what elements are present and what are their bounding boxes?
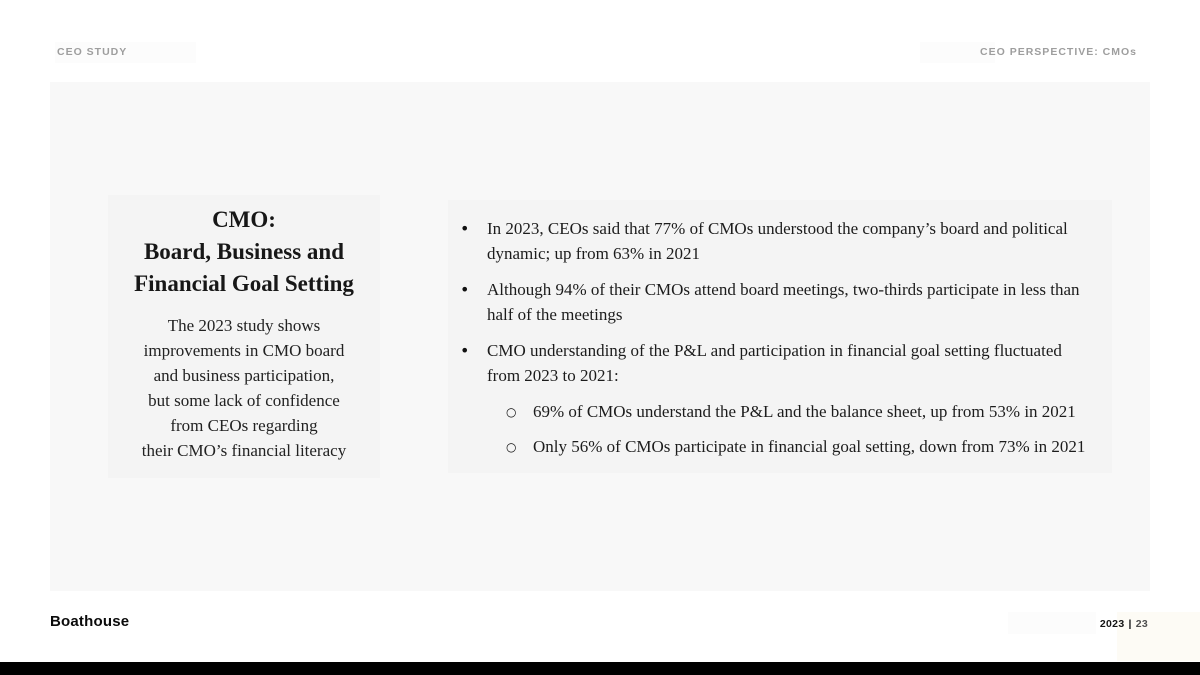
bullet-text: Although 94% of their CMOs attend board meetings, two-thirds participate in less than half of the meetings (487, 280, 1080, 324)
slide-title (108, 204, 380, 300)
separator: | (1128, 618, 1132, 630)
bullet-text: 69% of CMOs understand the P&L and the balance sheet, up from 53% in 2021 (533, 402, 1076, 421)
circle-bullet-icon: ○ (506, 405, 517, 419)
title-line: Board, Business and (143, 239, 345, 264)
bullet-item (448, 338, 1112, 388)
subtitle-line: The 2023 study shows (167, 316, 321, 335)
bottom-bar (0, 662, 1200, 675)
header-left-label: CEO STUDY (57, 46, 128, 58)
subtitle-line: from CEOs regarding (170, 416, 318, 435)
sub-bullet-item (448, 434, 1112, 459)
page-number: 23 (1135, 618, 1148, 630)
year-label: 2023 (1099, 618, 1125, 630)
slide-subtitle (108, 313, 380, 473)
bullet-item (448, 216, 1112, 266)
title-line: CMO: (212, 207, 276, 232)
title-line: Financial Goal Setting (134, 271, 354, 296)
bullet-dot-icon: • (460, 280, 470, 299)
brand-logo: Boathouse (50, 613, 130, 630)
page-indicator (1100, 618, 1148, 630)
subtitle-line: improvements in CMO board (143, 341, 345, 360)
subtitle-line: their CMO’s financial literacy (141, 441, 347, 460)
header-right-label: CEO PERSPECTIVE: CMOs (980, 46, 1137, 58)
sub-bullet-item (448, 399, 1112, 424)
title-block (108, 195, 380, 478)
bullet-dot-icon: • (460, 341, 470, 360)
bullet-item (448, 277, 1112, 327)
subtitle-line: and business participation, (153, 366, 335, 385)
bullet-text: CMO understanding of the P&L and participation in financial goal setting fluctuated from 2023 to 2021: (487, 341, 1062, 385)
bullet-text: Only 56% of CMOs participate in financial goal setting, down from 73% in 2021 (533, 437, 1086, 456)
subtitle-line: but some lack of confidence (148, 391, 340, 410)
footer-highlight-box (1008, 612, 1096, 634)
bullet-dot-icon: • (460, 219, 470, 238)
bullet-list (448, 200, 1112, 473)
circle-bullet-icon: ○ (506, 440, 517, 454)
bullet-text: In 2023, CEOs said that 77% of CMOs understood the company’s board and political dynamic; up from 63% in 2021 (487, 219, 1068, 263)
